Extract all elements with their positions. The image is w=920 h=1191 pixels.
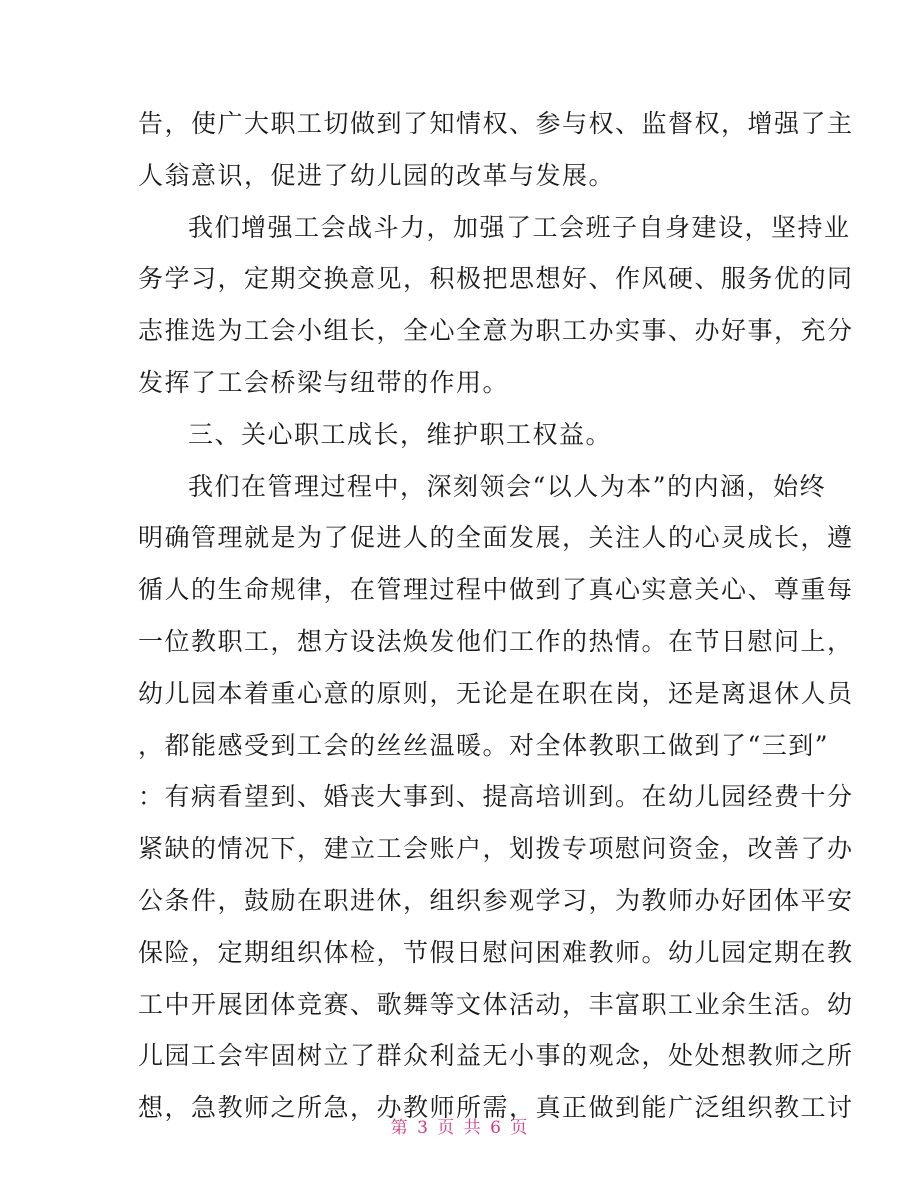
text-line: 一位教职工，想方设法焕发他们工作的热情。在节日慰问上， <box>138 626 854 656</box>
text-line: 保险，定期组织体检，节假日慰问困难教师。幼儿园定期在教 <box>138 937 854 967</box>
text-line: 志推选为工会小组长，全心全意为职工办实事、办好事，充分 <box>138 316 854 346</box>
text-line: 紧缺的情况下，建立工会账户，划拨专项慰问资金，改善了办 <box>138 834 854 864</box>
text-line: ：有病看望到、婚丧大事到、提高培训到。在幼儿园经费十分 <box>138 782 854 812</box>
text-line: 想，急教师之所急，办教师所需，真正做到能广泛组织教工讨 <box>138 1093 854 1123</box>
text-line: 公条件，鼓励在职进休，组织参观学习，为教师办好团体平安 <box>138 885 854 915</box>
paragraph-start-line: 我们增强工会战斗力，加强了工会班子自身建设，坚持业 <box>188 212 851 242</box>
section-heading: 三、关心职工成长，维护职工权益。 <box>188 419 613 449</box>
text-line: 务学习，定期交换意见，积极把思想好、作风硬、服务优的同 <box>138 264 854 294</box>
text-line: ，都能感受到工会的丝丝温暖。对全体教职工做到了“三到” <box>138 730 830 760</box>
text-line: 幼儿园本着重心意的原则，无论是在职在岗，还是离退休人员 <box>138 678 854 708</box>
text-line: 告，使广大职工切做到了知情权、参与权、监督权，增强了主 <box>138 109 854 138</box>
paragraph-start-line: 我们在管理过程中，深刻领会“以人为本”的内涵，始终 <box>188 471 827 501</box>
text-line: 明确管理就是为了促进人的全面发展，关注人的心灵成长，遵 <box>138 523 854 553</box>
text-line: 人翁意识，促进了幼儿园的改革与发展。 <box>138 160 616 190</box>
document-body <box>138 98 854 1134</box>
text-line: 儿园工会牢固树立了群众利益无小事的观念，处处想教师之所 <box>138 1041 854 1071</box>
text-line: 发挥了工会桥梁与纽带的作用。 <box>138 367 510 397</box>
text-line: 工中开展团体竞赛、歌舞等文体活动，丰富职工业余生活。幼 <box>138 989 854 1019</box>
page-footer <box>0 1113 920 1138</box>
text-line: 循人的生命规律，在管理过程中做到了真心实意关心、尊重每 <box>138 575 854 605</box>
page-number-label: 第 3 页 共 6 页 <box>390 1118 530 1138</box>
